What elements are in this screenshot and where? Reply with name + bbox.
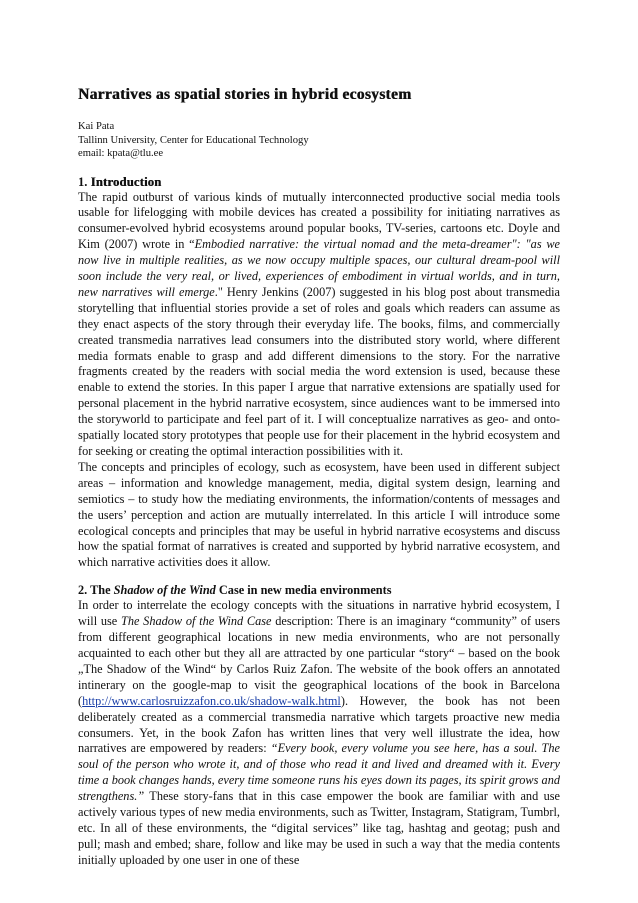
author-block: [78, 120, 560, 161]
book-quote-italic: “Every book, every volume you see here, has a soul. The soul of the person who wrote it, and of those who read it and lived and dreamed with it. Every time a book changes hands, every time someone runs his eyes down its pages, its spirit grows and strengthens.”: [78, 741, 560, 804]
shadow-walk-link[interactable]: http://www.carlosruizzafon.co.uk/shadow-walk.html: [82, 693, 341, 708]
quote-italic: Embodied narrative: the virtual nomad and the meta-dreamer": "as we now live in multiple realities, as we now occupy multiple spaces, our cultural dream-pool will soon include the very real, or lived, experiences of embodiment in virtual worlds, and in turn, new narratives will emerge: [78, 237, 560, 299]
section-2-paragraph: [78, 598, 560, 868]
text-run: ." Henry Jenkins (2007) suggested in his blog post about transmedia storytelling that influential stories provide a set of roles and goals which readers can assume as they enact aspects of the story through their everyday life. The books, films, and commercially created transmedia narratives lead consumers into the distributed story world, where different media formats enable to grasp and add different dimensions to the story. For the narrative fragments created by the readers with social media the word extension is used, because these enable to extend the stories. In this paper I argue that narrative extensions are spatially used for personal placement in the hybrid narrative ecosystem, since audiences want to be immersed into the storyworld to participate and feel part of it. I will conceptualize narratives as geo- and onto-spatially located story prototypes that people use for their placement in the hybrid ecosystem and for seeking or creating the optimal interaction possibilities with it.: [78, 284, 560, 458]
author-affiliation: Tallinn University, Center for Educational Technology: [78, 134, 309, 146]
heading-text: The: [90, 583, 114, 598]
author-email: email: kpata@tlu.ee: [78, 148, 164, 159]
text-run: ). However, the book has not been deliberately created as a commercial transmedia narrative which targets proactive new media consumers. Yet, in the book Zafon has written lines that very well illustrate the idea, how narratives are empowered by readers:: [78, 693, 560, 756]
section-2-number: 2.: [78, 583, 88, 598]
section-1-paragraph-2: The concepts and principles of ecology, such as ecosystem, have been used in different subject areas – information and knowledge management, media, digital system design, learning and semiotics – to study how the mediating environments, the information/contents of messages and the users’ perception and action are mutually interrelated. In this article I will introduce some ecological concepts and principles that may be useful in hybrid narrative ecosystems and discuss how the spatial format of narratives is created and supported by hybrid narrative ecosystem, and which narrative activities does it allow.: [78, 459, 560, 570]
section-1-heading: [78, 174, 560, 190]
case-name-italic: The Shadow of the Wind Case: [121, 614, 272, 629]
heading-italic: Shadow of the Wind: [113, 583, 216, 598]
section-1-title: Introduction: [90, 174, 162, 189]
section-1-number: 1.: [78, 174, 88, 189]
paper-page: [78, 86, 560, 869]
text-run: These story-fans that in this case empower the book are familiar with and use actively various types of new media environments, such as Twitter, Instagram, Statigram, Tumbrl, etc. In all of these environments, the “digital services” like tag, hashtag and geotag; push and pull; mash and embed; share, follow and like may be used in such a way that the media contents initially uploaded by one user in one of these: [78, 789, 560, 867]
text-run: description: There is an imaginary “community” of users from different geographical locations in new media environments, who are not personally acquainted to each other but they all are attracted by one particular “story“ – based on the book „The Shadow of the Wind“ by Carlos Ruiz Zafon. The website of the book offers an annotated intinerary on the google-map to visit the geographical locations of the book in Barcelona (: [78, 614, 560, 708]
section-2-heading: [78, 582, 560, 598]
text-run: The rapid outburst of various kinds of mutually interconnected productive social media tools usable for lifelogging with mobile devices has created a possibility for initiating narratives as consumer-evolved hybrid ecosystems around popular books, TV-series, cartoons etc. Doyle and Kim (2007) wrote in “: [78, 189, 560, 252]
heading-text: Case in new media environments: [215, 583, 392, 598]
text-run: In order to interrelate the ecology concepts with the situations in narrative hybrid ecosystem, I will use: [78, 598, 560, 629]
section-1-paragraph-1: [78, 190, 560, 460]
paper-title: Narratives as spatial stories in hybrid ecosystem: [78, 86, 412, 103]
author-name: Kai Pata: [78, 121, 115, 132]
